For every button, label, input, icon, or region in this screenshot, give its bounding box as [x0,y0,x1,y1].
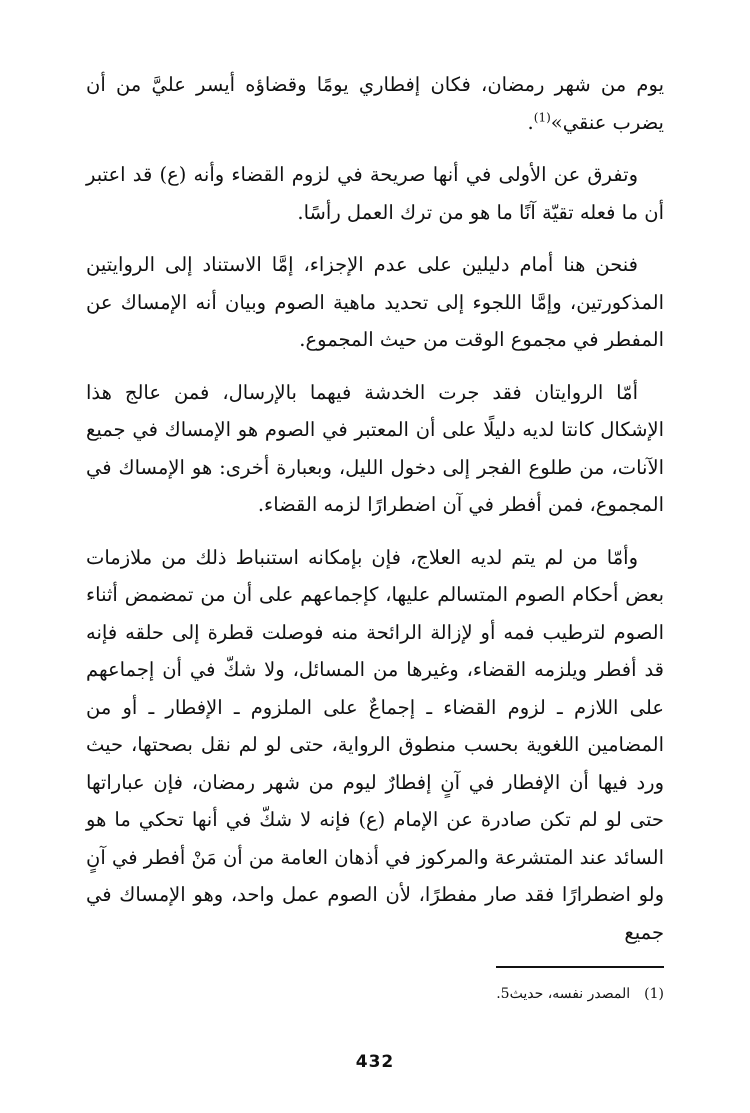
paragraph-2: وتفرق عن الأولى في أنها صريحة في لزوم القضاء وأنه (ع) قد اعتبر أن ما فعله تقيّة آنًا ما هو من ترك العمل رأسًا. [86,163,664,224]
paragraph-5: وأمّا من لم يتم لديه العلاج، فإن بإمكانه استنباط ذلك من ملازمات بعض أحكام الصوم المتسالم عليها، كإجماعهم على أن من تمضمض أثناء الصوم لترطيب فمه أو لإزالة الرائحة منه فوصلت قطرة إلى حلقه فإنه قد أفطر ويلزمه القضاء، وغيرها من المسائل، ولا شكّ في أن إجماعهم على اللازم ـ لزوم القضاء ـ إجماعٌ على الملزوم ـ الإفطار ـ أو من المضامين اللغوية بحسب منطوق الرواية، حتى لو لم نقل بصحتها، حيث ورد فيها أن الإفطار في آنٍ إفطارٌ ليوم من شهر رمضان، فإن عباراتها حتى لو لم تكن صادرة عن الإمام (ع) فإنه لا شكّ في أنها تحكي ما هو السائد عند المتشرعة والمركوز في أذهان العامة من أن مَنْ أفطر في آنٍ ولو اضطرارًا فقد صار مفطرًا، لأن الصوم عمل واحد، وهو الإمساك في جميع [86,545,664,944]
paragraph-3: فنحن هنا أمام دليلين على عدم الإجزاء، إمَّا الاستناد إلى الروايتين المذكورتين، وإمَّا اللجوء إلى تحديد ماهية الصوم وبيان أنه الإمساك عن المفطر في مجموع الوقت من حيث المجموع. [86,253,664,351]
footnote-reference: (1) [533,110,551,124]
page-number: 432 [355,1052,395,1072]
paragraph-continuation [86,66,664,141]
paragraph-text: يوم من شهر رمضان، فكان إفطاري يومًا وقضاؤه أيسر عليَّ من أن يضرب عنقي» [86,73,664,134]
paragraph-4: أمّا الروايتان فقد جرت الخدشة فيهما بالإرسال، فمن عالج هذا الإشكال كانتا لديه دليلًا على أن المعتبر في الصوم هو الإمساك في جميع الآنات، من طلوع الفجر إلى دخول الليل، وبعبارة أخرى: هو الإمساك في المجموع، فمن أفطر في آن اضطرارًا لزمه القضاء. [86,380,664,516]
footnote-number: (1) [644,986,664,1002]
footnote-text: المصدر نفسه، حديث5. [496,986,631,1002]
paragraph-tail: . [527,110,534,134]
page-body [86,66,664,966]
footnote [300,983,664,1005]
footnote-divider [496,966,664,968]
